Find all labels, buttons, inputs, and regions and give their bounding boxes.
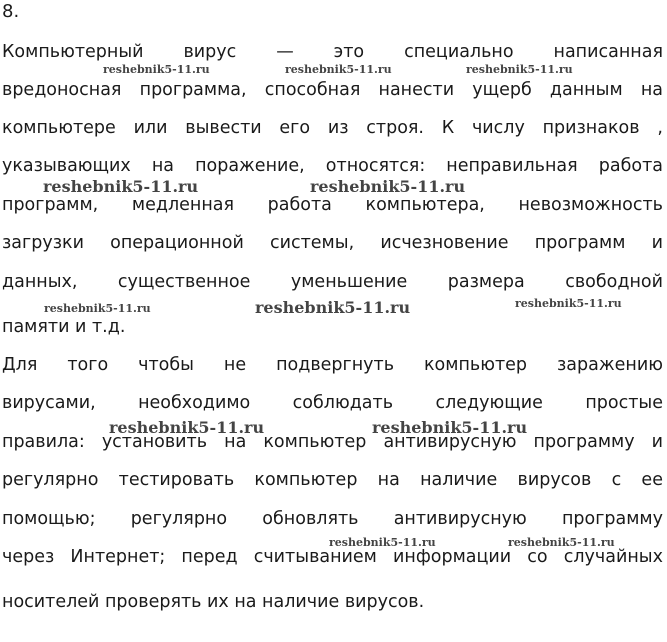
word: информации [393,547,512,567]
word: из [327,118,349,138]
word: относятся: [325,156,426,176]
watermark: reshebnik5-11.ru [372,418,528,437]
word: Компьютерный [2,42,144,62]
text-line [2,468,663,492]
word: антивирусную [383,432,517,452]
word: программу [561,509,663,529]
word: компьютер [254,470,358,490]
word: или [133,118,168,138]
word: его [279,118,311,138]
word: указывающих [2,156,131,176]
watermark: reshebnik5-11.ru [43,177,199,196]
word: подвергнуть [276,355,395,375]
text-line [2,78,663,102]
word: , [657,118,663,138]
word: программ, [2,195,99,215]
watermark: reshebnik5-11.ru [310,177,466,196]
word: поражение, [195,156,305,176]
word: специально [404,42,514,62]
word: размера [447,272,525,292]
word: считыванием [253,547,377,567]
word: тестировать [118,470,235,490]
word: данным [549,80,623,100]
word: антивирусную [393,509,527,529]
word: на [224,432,247,452]
text-line [2,353,663,377]
word: написанная [553,42,663,62]
word: К [441,118,455,138]
word: данных, [2,272,78,292]
watermark: reshebnik5-11.ru [285,63,392,76]
word: вирус [183,42,237,62]
watermark: reshebnik5-11.ru [44,302,151,315]
word: это [333,42,365,62]
text-line [2,193,663,217]
text-line [2,430,663,454]
word: уменьшение [290,272,408,292]
word: заражению [556,355,663,375]
word: на [640,80,663,100]
word: загрузки [2,233,84,253]
word: исчезновение [380,233,509,253]
watermark: reshebnik5-11.ru [109,418,265,437]
word: на [151,156,174,176]
task-number: 8. [2,1,20,22]
word: случайных [563,547,663,567]
word: с [611,470,622,490]
word: программ [534,233,626,253]
word: ущерб [472,80,532,100]
word: программа, [139,80,247,100]
word: работа [267,195,332,215]
word: существенное [117,272,251,292]
word: системы, [269,233,355,253]
word: чтобы [138,355,194,375]
text-line [2,40,663,64]
word: обновлять [262,509,359,529]
word: соблюдать [292,393,394,413]
word: вирусов [517,470,592,490]
word: неправильная [446,156,578,176]
watermark: reshebnik5-11.ru [103,63,210,76]
word: ее [641,470,663,490]
word: помощью; [2,509,96,529]
word: регулярно [130,509,228,529]
word: свободной [565,272,663,292]
word: и [651,233,663,253]
watermark: reshebnik5-11.ru [466,63,573,76]
paragraph-2-last-line: носителей проверять их на наличие вирусов. [2,592,425,612]
word: вирусами, [2,393,96,413]
word: Интернет; [70,547,166,567]
word: установить [101,432,208,452]
word: программу [533,432,635,452]
word: строя. [366,118,424,138]
text-line [2,391,663,415]
word: компьютер [263,432,367,452]
word: со [527,547,548,567]
text-line [2,507,663,531]
word: не [223,355,247,375]
word: вывести [185,118,262,138]
word: и [651,432,663,452]
word: способная [264,80,361,100]
text-line [2,270,663,294]
word: перед [181,547,238,567]
word: простые [585,393,663,413]
word: признаков [542,118,640,138]
paragraph-1-last-line: памяти и т.д. [2,317,126,337]
watermark: reshebnik5-11.ru [515,297,622,310]
word: регулярно [2,470,99,490]
text-line [2,154,663,178]
word: числу [471,118,525,138]
word: компьютера, [365,195,485,215]
word: наличие [420,470,498,490]
watermark: reshebnik5-11.ru [255,298,411,317]
word: правила: [2,432,85,452]
text-line [2,116,663,140]
word: необходимо [138,393,251,413]
watermark: reshebnik5-11.ru [329,536,436,549]
watermark: reshebnik5-11.ru [508,536,615,549]
word: медленная [131,195,235,215]
word: — [276,42,294,62]
word: операционной [110,233,244,253]
word: работа [598,156,663,176]
text-line [2,231,663,255]
word: компьютере [2,118,116,138]
word: через [2,547,55,567]
word: на [377,470,400,490]
word: нанести [378,80,455,100]
word: невозможность [518,195,663,215]
word: Для [2,355,38,375]
word: следующие [435,393,543,413]
word: вредоносная [2,80,122,100]
word: компьютер [423,355,528,375]
word: того [67,355,109,375]
